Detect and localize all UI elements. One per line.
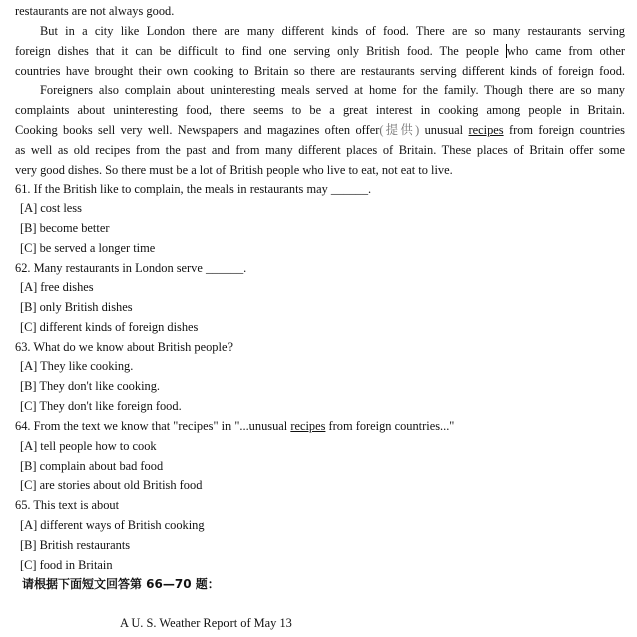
underlined-word: recipes	[468, 123, 504, 137]
option: [B] become better	[20, 221, 110, 235]
option: [C] food in Britain	[20, 558, 113, 572]
option: [B] They don't like cooking.	[20, 379, 160, 393]
question-61: 61. If the British like to complain, the meals in restaurants may ______.	[15, 182, 372, 196]
option: [C] are stories about old British food	[20, 478, 203, 492]
question-65: 65. This text is about	[15, 498, 120, 512]
text: Cooking books sell very well. Newspapers and magazines often offer	[15, 123, 380, 137]
passage-line: countries have brought their own cooking to Britain so there are restaurants serving different kinds of foreign food.	[15, 64, 625, 78]
option: [A] They like cooking.	[20, 359, 134, 373]
text: 64. From the text we know that "recipes" in "...unusual	[15, 419, 291, 433]
option: [A] cost less	[20, 201, 82, 215]
passage-line: very good dishes. So there must be a lot of British people who live to eat, not eat to live.	[15, 163, 453, 177]
question-64	[15, 418, 454, 434]
section-heading: 请根据下面短文回答第 66—70 题：	[22, 577, 220, 591]
text: who came from other	[506, 44, 625, 58]
passage-line	[15, 43, 625, 59]
option: [C] different kinds of foreign dishes	[20, 320, 199, 334]
option: [B] only British dishes	[20, 300, 133, 314]
option: [A] different ways of British cooking	[20, 518, 205, 532]
passage-line: But in a city like London there are many different kinds of food. There are so many restaurants serving	[40, 24, 625, 38]
passage-title: A U. S. Weather Report of May 13	[120, 616, 292, 630]
passage-line: complaints about uninteresting food, there seems to be a great interest in cooking among people in Britain.	[15, 103, 625, 117]
text: unusual	[419, 123, 469, 137]
question-62: 62. Many restaurants in London serve ______.	[15, 261, 247, 275]
underlined-word: recipes	[290, 419, 326, 433]
option: [B] complain about bad food	[20, 459, 164, 473]
chinese-gloss: (提供)	[379, 123, 420, 137]
option: [A] tell people how to cook	[20, 439, 157, 453]
passage-line: Foreigners also complain about uninteresting meals served at home for the family. Though there are so many	[40, 83, 625, 97]
text: foreign dishes that it can be difficult to find one serving only British food. The people	[15, 44, 506, 58]
question-63: 63. What do we know about British people?	[15, 340, 233, 354]
option: [C] They don't like foreign food.	[20, 399, 182, 413]
passage-line: as well as old recipes from the past and from many different places of Britain. These places of Britain offer some	[15, 143, 625, 157]
option: [A] free dishes	[20, 280, 94, 294]
passage-line	[15, 122, 625, 138]
passage-line: restaurants are not always good.	[15, 4, 175, 18]
text: from foreign countries	[503, 123, 625, 137]
option: [C] be served a longer time	[20, 241, 156, 255]
text: from foreign countries..."	[325, 419, 455, 433]
option: [B] British restaurants	[20, 538, 131, 552]
